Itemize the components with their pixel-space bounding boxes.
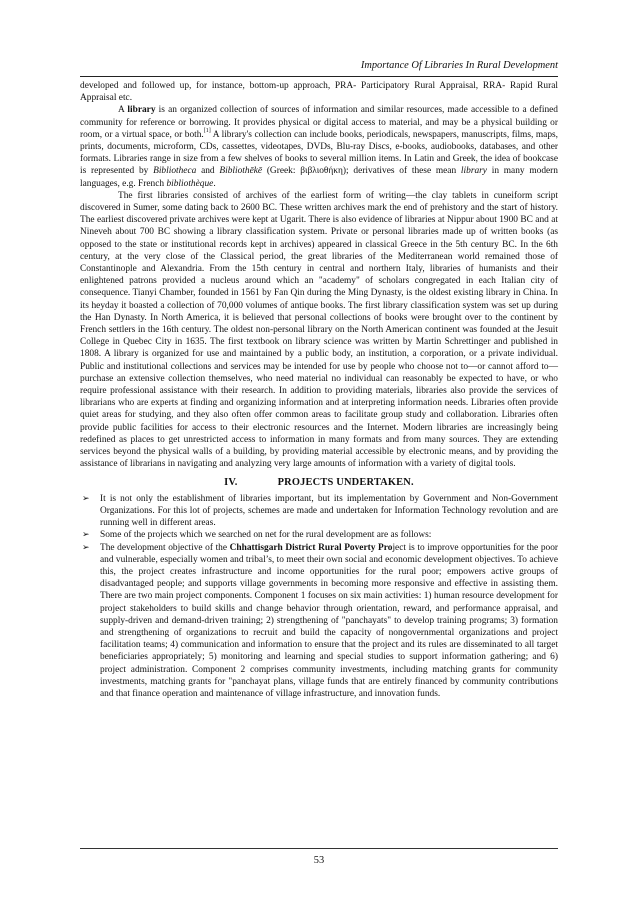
list-item [80,542,558,701]
section-heading [80,477,558,489]
bullet-list [80,493,558,700]
arrow-bullet-icon: ➢ [82,542,90,553]
citation-link[interactable]: [1] [203,127,211,134]
page-body [80,80,558,700]
text-run: ject is to improve opportunities for the poor and vulnerable, especially women and tribal’s, to meet their own social and economic development objectives. To achieve this, the project creates infrastructure and income opportunities for the rural poor; empowers active groups of disadvantaged people; and supports village governments in becoming more responsive and effective in assisting them. There are two main project components. Component 1 focuses on six main activities: 1) human resource development for project stakeholders to build skills and change behavior through orientation, reward, and performance appraisal, and supply-driven and demand-driven training; 2) strengthening of "panchayats" to develop training programs; 3) formation and strengthening of organizations to recruit and build the capacity of nongovernmental organizations and project facilitation teams; 4) communication and information to ensure that the project and its rules are disseminated to all target beneficiaries appropriately; 5) monitoring and learning and special studies to support information gathering; and 6) project administration. Component 2 comprises community investments, including matching grants for community investments, matching grants for "panchayat plans, village funds that are entirely financed by community contributions and that finance operation and maintenance of village infrastructure, and innovation funds. [100,542,558,699]
italic-term: library [460,166,487,177]
text-run: A [118,105,128,116]
arrow-bullet-icon: ➢ [82,530,90,541]
page-number: 53 [313,855,325,866]
italic-term: Bibliothēkē [219,166,263,177]
bold-project-name: Chhattisgarh District Rural Poverty Pro [229,542,393,553]
text-run: The development objective of the [100,542,230,553]
list-item [80,529,558,541]
italic-term: bibliothèque [166,178,214,189]
text-run: in many modern languages, e.g. French [80,166,558,189]
text-run: is an organized collection of sources of information and similar resources, made accessible to a defined community for reference or borrowing. It provides physical or digital access to material, and may be a physical building or room, or a virtual space, or both. [80,105,558,140]
paragraph-library-history: The first libraries consisted of archives of the earliest form of writing—the clay tablets in cuneiform script discovered in Sumer, some dating back to 2600 BC. These written archives mark the end of prehistory and the start of history. The earliest discovered private archives were kept at Ugarit. There is also evidence of libraries at Nippur about 1900 BC and at Nineveh about 700 BC showing a library classification system. Private or personal libraries made up of written books (as opposed to the state or institutional records kept in archives) appeared in classical Greece in the 5th century BC. In the 6th century, at the very close of the Classical period, the great libraries of the Mediterranean world remained those of Constantinople and Alexandria. From the 15th century in central and northern Italy, libraries of humanists and their enlightened patrons provided a nucleus around which an "academy" of scholars congregated in each Italian city of consequence. Tianyi Chamber, founded in 1561 by Fan Qin during the Ming Dynasty, is the oldest existing library in China. In its heyday it boasted a collection of 70,000 volumes of antique books. The first library classification system was set up during the Han Dynasty. In North America, it is believed that personal collections of books were brought over to the continent by French settlers in the 16th century. The oldest non-personal library on the North American continent was founded at the Jesuit College in Quebec City in 1635. The first textbook on library science was written by Martin Schrettinger and published in 1808. A library is organized for use and maintained by a public body, an institution, a corporation, or a private individual. Public and institutional collections and services may be intended for use by people who choose not to—or cannot afford to—purchase an extensive collection themselves, who need material no individual can reasonably be expected to have, or who require professional assistance with their research. In addition to providing materials, libraries also provide the services of librarians who are experts at finding and organizing information and at interpreting information needs. Libraries often provide quiet areas for studying, and they also often offer common areas to facilitate group study and collaboration. Libraries often provide public facilities for access to their electronic resources and the Internet. Modern libraries are increasingly being redefined as places to get unrestricted access to information in many formats and from many sources. They are extending services beyond the physical walls of a building, by providing material accessible by electronic means, and by providing the assistance of librarians in navigating and analyzing very large amounts of information with a variety of digital tools. [80,190,558,470]
section-title: PROJECTS UNDERTAKEN. [277,476,414,488]
arrow-bullet-icon: ➢ [82,493,90,504]
paragraph-continuation: developed and followed up, for instance, bottom-up approach, PRA- Participatory Rural Appraisal, RRA- Rapid Rural Appraisal etc. [80,81,558,104]
section-number: IV. [224,476,238,488]
header-rule [80,76,558,77]
list-item-text: It is not only the establishment of libraries important, but its implementation by Government and Non-Government Organizations. For this lot of projects, schemes are made and undertaken for Information Technology revolution and are running well in different areas. [100,493,558,529]
text-run: A library's collection can include books, periodicals, newspapers, manuscripts, films, maps, prints, documents, microform, CDs, cassettes, videotapes, DVDs, Blu-ray Discs, e-books, audiobooks, databases, and other formats. Libraries range in size from a few shelves of books to several million items. In Latin and Greek, the idea of bookcase is represented by [80,129,558,177]
italic-term: Bibliotheca [153,166,197,177]
list-item-text: Some of the projects which we searched on net for the rural development are as follows: [100,530,432,541]
text-run: . [213,178,216,189]
list-item [80,493,558,530]
running-header: Importance Of Libraries In Rural Development [360,60,558,71]
bold-term-library: library [127,105,156,116]
text-run: (Greek: βιβλιοθήκη); derivatives of these mean [262,166,461,177]
paragraph-library-definition [80,104,558,189]
text-run: and [196,166,220,177]
footer-rule [80,848,558,849]
